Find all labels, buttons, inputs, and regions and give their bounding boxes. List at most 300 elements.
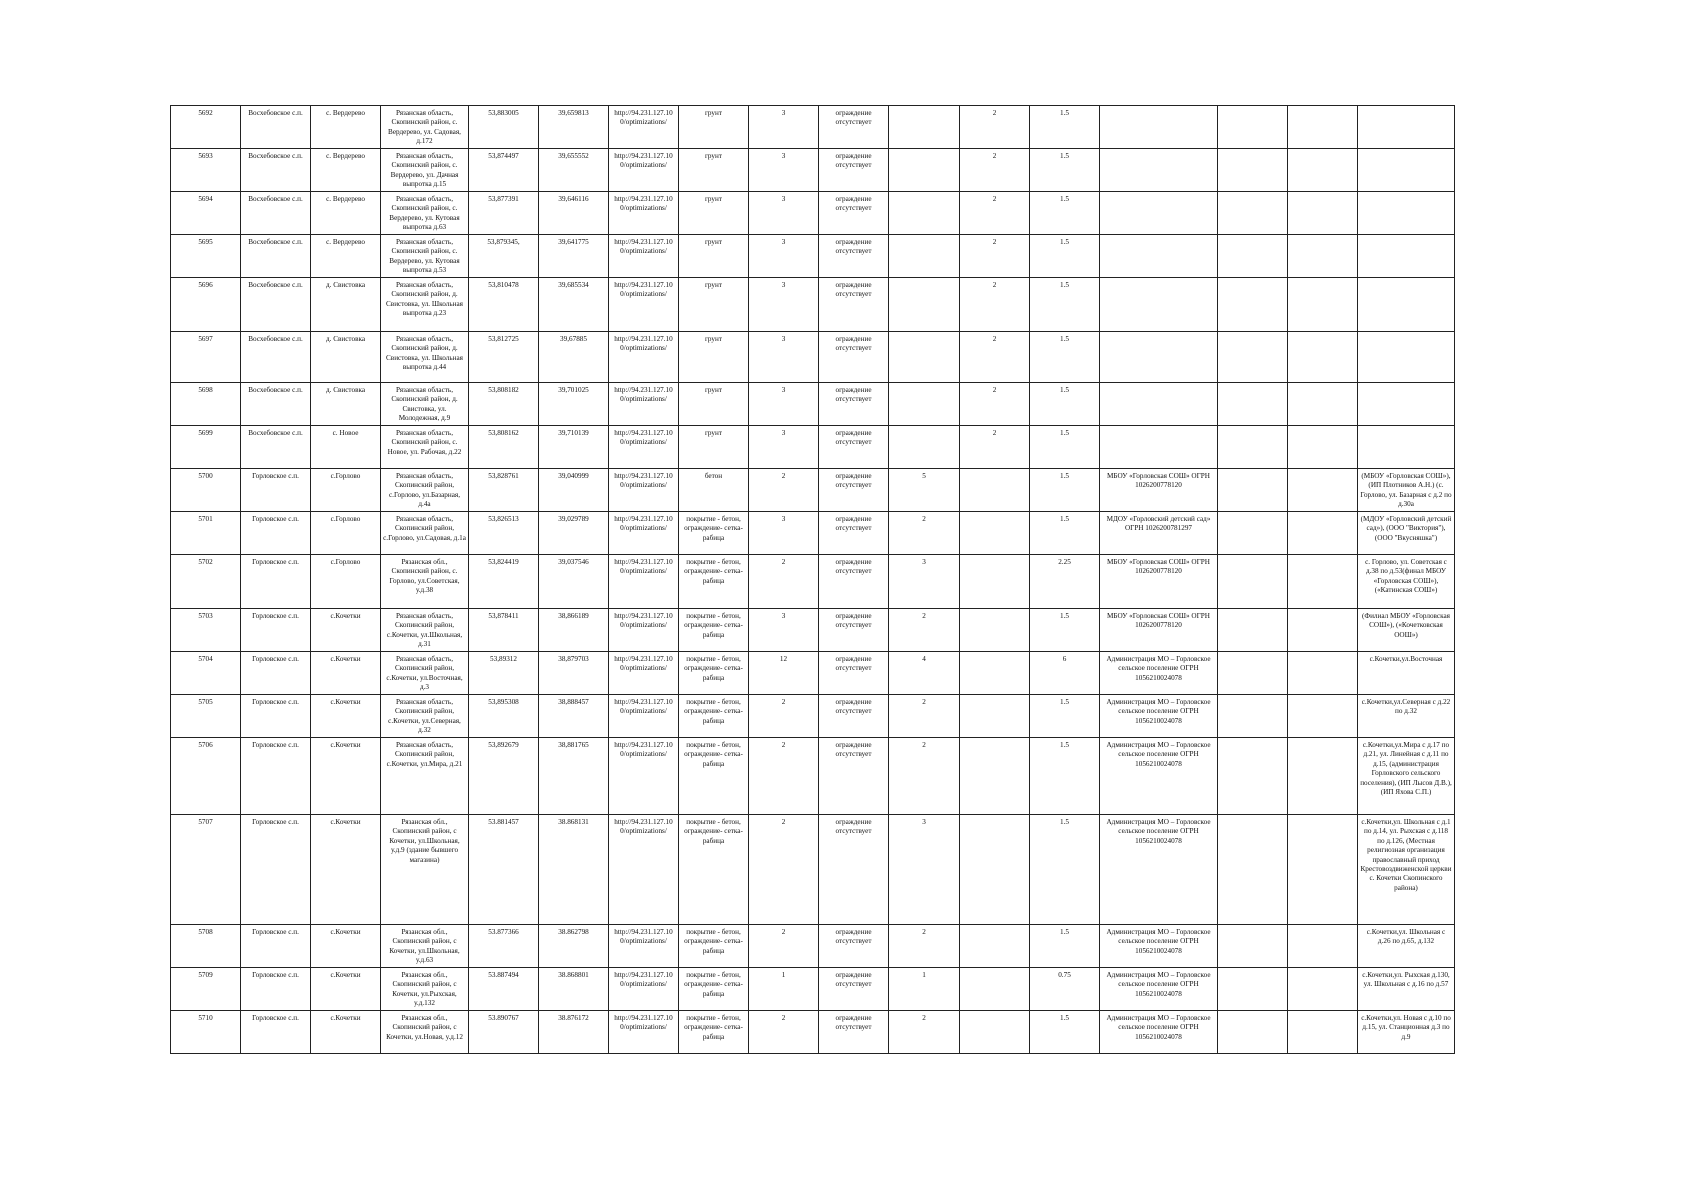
cell-latitude: 53,810478 — [469, 278, 539, 332]
cell-area: 1.5 — [1030, 426, 1100, 469]
cell-surface: грунт — [679, 149, 749, 192]
cell-latitude: 53.887494 — [469, 968, 539, 1011]
cell-settlement: Восхебовское с.п. — [241, 192, 311, 235]
cell-address: Рязанская область, Скопинский район, с.Горлово, ул.Садовая, д.1а — [381, 512, 469, 555]
table-row — [171, 106, 1455, 149]
cell-surface: покрытие - бетон, ограждение- сетка-рабица — [679, 968, 749, 1011]
cell-id: 5706 — [171, 738, 241, 815]
cell-settlement: Восхебовское с.п. — [241, 332, 311, 383]
cell-settlement: Восхебовское с.п. — [241, 426, 311, 469]
cell-longitude: 39,040999 — [539, 469, 609, 512]
cell-empty — [1288, 695, 1358, 738]
cell-area: 1.5 — [1030, 815, 1100, 925]
cell-longitude: 38,881765 — [539, 738, 609, 815]
table-row — [171, 278, 1455, 332]
cell-area: 1.5 — [1030, 192, 1100, 235]
cell-empty — [1218, 426, 1288, 469]
cell-latitude: 53,874497 — [469, 149, 539, 192]
cell-longitude: 39,67885 — [539, 332, 609, 383]
cell-address: Рязанская обл., Скопинский район, с Кочетки, ул.Рыхская, у.д.132 — [381, 968, 469, 1011]
cell-container-count: 3 — [749, 609, 819, 652]
cell-area: 1.5 — [1030, 512, 1100, 555]
cell-planned-count — [889, 192, 960, 235]
cell-owner: Администрация МО – Горловское сельское поселение ОГРН 1056210024078 — [1100, 695, 1218, 738]
table-row — [171, 815, 1455, 925]
cell-locality: с.Кочетки — [311, 652, 381, 695]
cell-longitude: 39,646116 — [539, 192, 609, 235]
cell-settlement: Восхебовское с.п. — [241, 149, 311, 192]
cell-area: 1.5 — [1030, 609, 1100, 652]
cell-volume — [960, 738, 1030, 815]
cell-site-link[interactable]: http://94.231.127.10 0/optimizations/ — [609, 235, 679, 278]
cell-volume: 2 — [960, 106, 1030, 149]
cell-settlement: Восхебовское с.п. — [241, 278, 311, 332]
cell-surface: покрытие - бетон, ограждение- сетка-рабица — [679, 738, 749, 815]
cell-site-link[interactable]: http://94.231.127.10 0/optimizations/ — [609, 652, 679, 695]
cell-empty — [1288, 738, 1358, 815]
cell-fence: ограждение отсутствует — [819, 555, 889, 609]
cell-locality: д. Свистовка — [311, 278, 381, 332]
cell-fence: ограждение отсутствует — [819, 469, 889, 512]
table-row — [171, 383, 1455, 426]
cell-address: Рязанская область, Скопинский район, д. Свистовка, ул. Школьная выпротка д.23 — [381, 278, 469, 332]
cell-container-count: 3 — [749, 426, 819, 469]
cell-site-link[interactable]: http://94.231.127.10 0/optimizations/ — [609, 469, 679, 512]
cell-planned-count — [889, 332, 960, 383]
cell-locality: с.Кочетки — [311, 925, 381, 968]
cell-fence: ограждение отсутствует — [819, 383, 889, 426]
cell-fence: ограждение отсутствует — [819, 192, 889, 235]
cell-latitude: 53,808162 — [469, 426, 539, 469]
cell-empty — [1288, 235, 1358, 278]
cell-empty — [1288, 426, 1358, 469]
cell-address: Рязанская область, Скопинский район, с. Вердерево, ул. Кутовая выпротка д.53 — [381, 235, 469, 278]
cell-fence: ограждение отсутствует — [819, 512, 889, 555]
cell-area: 2.25 — [1030, 555, 1100, 609]
cell-sources — [1358, 383, 1455, 426]
cell-empty — [1218, 738, 1288, 815]
cell-latitude: 53,892679 — [469, 738, 539, 815]
cell-site-link[interactable]: http://94.231.127.10 0/optimizations/ — [609, 383, 679, 426]
cell-planned-count — [889, 426, 960, 469]
cell-site-link[interactable]: http://94.231.127.10 0/optimizations/ — [609, 149, 679, 192]
cell-sources: с. Горлово, ул. Советская с д.38 по д.53(финал МБОУ «Горловская СОШ»), («Катинская СОШ») — [1358, 555, 1455, 609]
cell-area: 1.5 — [1030, 695, 1100, 738]
cell-empty — [1288, 512, 1358, 555]
cell-id: 5695 — [171, 235, 241, 278]
cell-sources: (МДОУ «Горловский детский сад»), (ООО "Виктория"), (ООО "Вкусняшка") — [1358, 512, 1455, 555]
cell-owner: МДОУ «Горловский детский сад» ОГРН 1026200781297 — [1100, 512, 1218, 555]
cell-site-link[interactable]: http://94.231.127.10 0/optimizations/ — [609, 925, 679, 968]
cell-site-link[interactable]: http://94.231.127.10 0/optimizations/ — [609, 815, 679, 925]
cell-container-count: 3 — [749, 149, 819, 192]
cell-owner: МБОУ «Горловская СОШ» ОГРН 1026200778120 — [1100, 555, 1218, 609]
cell-volume — [960, 695, 1030, 738]
cell-empty — [1288, 1011, 1358, 1054]
cell-settlement: Горловское с.п. — [241, 815, 311, 925]
cell-fence: ограждение отсутствует — [819, 332, 889, 383]
cell-surface: покрытие - бетон, ограждение- сетка-рабица — [679, 815, 749, 925]
cell-latitude: 53.890767 — [469, 1011, 539, 1054]
cell-area: 1.5 — [1030, 106, 1100, 149]
cell-empty — [1288, 149, 1358, 192]
cell-owner: Администрация МО – Горловское сельское поселение ОГРН 1056210024078 — [1100, 925, 1218, 968]
cell-fence: ограждение отсутствует — [819, 968, 889, 1011]
cell-settlement: Восхебовское с.п. — [241, 383, 311, 426]
cell-owner: Администрация МО – Горловское сельское поселение ОГРН 1056210024078 — [1100, 652, 1218, 695]
cell-empty — [1288, 609, 1358, 652]
cell-longitude: 39,701025 — [539, 383, 609, 426]
cell-planned-count: 2 — [889, 695, 960, 738]
cell-longitude: 39,659813 — [539, 106, 609, 149]
cell-locality: с. Вердерево — [311, 149, 381, 192]
cell-id: 5697 — [171, 332, 241, 383]
table-row — [171, 332, 1455, 383]
cell-area: 6 — [1030, 652, 1100, 695]
cell-site-link[interactable]: http://94.231.127.10 0/optimizations/ — [609, 426, 679, 469]
cell-sources: (Филиал МБОУ «Горловская СОШ»), («Кочетковская ООШ») — [1358, 609, 1455, 652]
cell-empty — [1218, 695, 1288, 738]
cell-fence: ограждение отсутствует — [819, 925, 889, 968]
cell-address: Рязанская область, Скопинский район, с.Кочетки, ул.Восточная, д.3 — [381, 652, 469, 695]
cell-latitude: 53,812725 — [469, 332, 539, 383]
cell-owner: Администрация МО – Горловское сельское поселение ОГРН 1056210024078 — [1100, 1011, 1218, 1054]
cell-container-count: 2 — [749, 738, 819, 815]
cell-latitude: 53,879345, — [469, 235, 539, 278]
table-row — [171, 609, 1455, 652]
cell-surface: грунт — [679, 426, 749, 469]
cell-area: 1.5 — [1030, 738, 1100, 815]
cell-surface: грунт — [679, 235, 749, 278]
cell-settlement: Горловское с.п. — [241, 555, 311, 609]
cell-empty — [1288, 106, 1358, 149]
cell-latitude: 53,808182 — [469, 383, 539, 426]
cell-id: 5702 — [171, 555, 241, 609]
cell-volume — [960, 815, 1030, 925]
cell-address: Рязанская обл., Скопинский район, с. Горлово, ул.Советская, у.д.38 — [381, 555, 469, 609]
cell-container-count: 2 — [749, 695, 819, 738]
cell-site-link[interactable]: http://94.231.127.10 0/optimizations/ — [609, 738, 679, 815]
cell-empty — [1288, 383, 1358, 426]
cell-planned-count: 1 — [889, 968, 960, 1011]
table-row — [171, 695, 1455, 738]
cell-owner — [1100, 192, 1218, 235]
cell-sources: с.Кочетки,ул.Восточная — [1358, 652, 1455, 695]
cell-address: Рязанская область, Скопинский район, д. Свистовка, ул. Школьная выпротка д.44 — [381, 332, 469, 383]
cell-volume: 2 — [960, 332, 1030, 383]
cell-id: 5708 — [171, 925, 241, 968]
cell-volume — [960, 512, 1030, 555]
cell-site-link[interactable]: http://94.231.127.10 0/optimizations/ — [609, 192, 679, 235]
cell-owner: МБОУ «Горловская СОШ» ОГРН 1026200778120 — [1100, 469, 1218, 512]
cell-longitude: 39,685534 — [539, 278, 609, 332]
cell-owner — [1100, 149, 1218, 192]
cell-settlement: Восхебовское с.п. — [241, 106, 311, 149]
cell-address: Рязанская область, Скопинский район, с.Кочетки, ул.Северная, д.32 — [381, 695, 469, 738]
cell-empty — [1218, 235, 1288, 278]
table-row — [171, 469, 1455, 512]
cell-area: 1.5 — [1030, 149, 1100, 192]
cell-address: Рязанская область, Скопинский район, с. Вердерево, ул. Дачная выпротка д.15 — [381, 149, 469, 192]
cell-locality: д. Свистовка — [311, 383, 381, 426]
cell-empty — [1288, 192, 1358, 235]
table-row — [171, 149, 1455, 192]
cell-empty — [1288, 332, 1358, 383]
cell-address: Рязанская область, Скопинский район, с.Кочетки, ул.Школьная, д.31 — [381, 609, 469, 652]
cell-locality: д. Свистовка — [311, 332, 381, 383]
table-row — [171, 738, 1455, 815]
cell-latitude: 53,883005 — [469, 106, 539, 149]
cell-latitude: 53,89312 — [469, 652, 539, 695]
cell-site-link[interactable]: http://94.231.127.10 0/optimizations/ — [609, 1011, 679, 1054]
cell-latitude: 53,895308 — [469, 695, 539, 738]
cell-site-link[interactable]: http://94.231.127.10 0/optimizations/ — [609, 609, 679, 652]
cell-locality: с. Вердерево — [311, 106, 381, 149]
table-row — [171, 426, 1455, 469]
cell-sources — [1358, 149, 1455, 192]
cell-id: 5709 — [171, 968, 241, 1011]
cell-site-link[interactable]: http://94.231.127.10 0/optimizations/ — [609, 278, 679, 332]
cell-address: Рязанская область, Скопинский район, с. Вердерево, ул. Кутовая выпротка д.63 — [381, 192, 469, 235]
cell-planned-count: 4 — [889, 652, 960, 695]
cell-surface: покрытие - бетон, ограждение- сетка-рабица — [679, 555, 749, 609]
cell-container-count: 3 — [749, 192, 819, 235]
cell-locality: с.Кочетки — [311, 1011, 381, 1054]
cell-owner — [1100, 278, 1218, 332]
cell-empty — [1218, 332, 1288, 383]
cell-id: 5692 — [171, 106, 241, 149]
cell-volume: 2 — [960, 278, 1030, 332]
cell-sources: с.Кочетки,ул. Школьная с д.26 по д.65, д.132 — [1358, 925, 1455, 968]
cell-planned-count — [889, 106, 960, 149]
cell-volume: 2 — [960, 383, 1030, 426]
cell-settlement: Восхебовское с.п. — [241, 235, 311, 278]
cell-address: Рязанская область, Скопинский район, с. Новое, ул. Рабочая, д.22 — [381, 426, 469, 469]
cell-owner: Администрация МО – Горловское сельское поселение ОГРН 1056210024078 — [1100, 815, 1218, 925]
cell-id: 5698 — [171, 383, 241, 426]
cell-empty — [1288, 469, 1358, 512]
table-body — [171, 106, 1455, 1054]
cell-container-count: 3 — [749, 235, 819, 278]
cell-container-count: 3 — [749, 383, 819, 426]
cell-volume — [960, 469, 1030, 512]
cell-container-count: 2 — [749, 925, 819, 968]
cell-empty — [1288, 815, 1358, 925]
cell-longitude: 38.876172 — [539, 1011, 609, 1054]
cell-longitude: 38.868801 — [539, 968, 609, 1011]
cell-sources: с.Кочетки,ул. Новая с д.10 по д.15, ул. Станционная д.3 по д.9 — [1358, 1011, 1455, 1054]
cell-planned-count: 2 — [889, 512, 960, 555]
cell-area: 1.5 — [1030, 469, 1100, 512]
cell-container-count: 3 — [749, 106, 819, 149]
cell-sources — [1358, 235, 1455, 278]
cell-area: 1.5 — [1030, 332, 1100, 383]
cell-fence: ограждение отсутствует — [819, 1011, 889, 1054]
cell-fence: ограждение отсутствует — [819, 149, 889, 192]
cell-container-count: 3 — [749, 512, 819, 555]
cell-id: 5694 — [171, 192, 241, 235]
cell-surface: грунт — [679, 106, 749, 149]
table-row — [171, 925, 1455, 968]
cell-latitude: 53,877391 — [469, 192, 539, 235]
cell-fence: ограждение отсутствует — [819, 695, 889, 738]
cell-empty — [1288, 652, 1358, 695]
cell-address: Рязанская область, Скопинский район, с.Горлово, ул.Базарная, д.4а — [381, 469, 469, 512]
table-row — [171, 555, 1455, 609]
cell-latitude: 53,824419 — [469, 555, 539, 609]
cell-longitude: 38.862798 — [539, 925, 609, 968]
table-row — [171, 512, 1455, 555]
cell-volume — [960, 652, 1030, 695]
cell-sources — [1358, 426, 1455, 469]
cell-latitude: 53.881457 — [469, 815, 539, 925]
cell-address: Рязанская обл., Скопинский район, с Кочетки, ул.Школьная, у.д.63 — [381, 925, 469, 968]
cell-owner — [1100, 426, 1218, 469]
cell-surface: покрытие - бетон, ограждение- сетка-рабица — [679, 695, 749, 738]
cell-container-count: 1 — [749, 968, 819, 1011]
cell-sources: (МБОУ «Горловская СОШ»), (ИП Плотников А.Н.) (с. Горлово, ул. Базарная с д.2 по д.30а — [1358, 469, 1455, 512]
cell-empty — [1218, 925, 1288, 968]
cell-locality: с.Кочетки — [311, 695, 381, 738]
cell-planned-count: 2 — [889, 925, 960, 968]
cell-empty — [1218, 652, 1288, 695]
cell-owner — [1100, 332, 1218, 383]
cell-id: 5705 — [171, 695, 241, 738]
cell-empty — [1288, 278, 1358, 332]
cell-site-link[interactable]: http://94.231.127.10 0/optimizations/ — [609, 512, 679, 555]
cell-empty — [1218, 149, 1288, 192]
cell-latitude: 53,826513 — [469, 512, 539, 555]
cell-sources: с.Кочетки,ул. Рыхская д.130, ул. Школьная с д.16 по д.57 — [1358, 968, 1455, 1011]
cell-empty — [1218, 278, 1288, 332]
cell-empty — [1288, 925, 1358, 968]
cell-id: 5704 — [171, 652, 241, 695]
cell-id: 5707 — [171, 815, 241, 925]
cell-longitude: 38,888457 — [539, 695, 609, 738]
cell-empty — [1218, 555, 1288, 609]
table-row — [171, 1011, 1455, 1054]
cell-planned-count — [889, 278, 960, 332]
cell-locality: с.Горлово — [311, 555, 381, 609]
cell-volume: 2 — [960, 149, 1030, 192]
cell-locality: с.Горлово — [311, 469, 381, 512]
cell-address: Рязанская обл., Скопинский район, с Кочетки, ул.Новая, у.д.12 — [381, 1011, 469, 1054]
cell-site-link[interactable]: http://94.231.127.10 0/optimizations/ — [609, 968, 679, 1011]
cell-area: 1.5 — [1030, 278, 1100, 332]
cell-settlement: Горловское с.п. — [241, 1011, 311, 1054]
cell-area: 0.75 — [1030, 968, 1100, 1011]
cell-surface: бетон — [679, 469, 749, 512]
cell-latitude: 53,878411 — [469, 609, 539, 652]
cell-sources: с.Кочетки,ул.Северная с д.22 по д.32 — [1358, 695, 1455, 738]
cell-address: Рязанская область, Скопинский район, с.Кочетки, ул.Мира, д.21 — [381, 738, 469, 815]
registry-table — [170, 105, 1455, 1054]
cell-id: 5701 — [171, 512, 241, 555]
cell-volume: 2 — [960, 235, 1030, 278]
cell-sources — [1358, 192, 1455, 235]
cell-sources: с.Кочетки,ул.Мира с д.17 по д.21, ул. Линейная с д.11 по д.15, (администрация Горловского сельского поселения), (ИП Лысов Д.В.), (ИП Яхова С.П.) — [1358, 738, 1455, 815]
cell-longitude: 39,641775 — [539, 235, 609, 278]
cell-container-count: 3 — [749, 332, 819, 383]
cell-surface: грунт — [679, 192, 749, 235]
cell-locality: с. Новое — [311, 426, 381, 469]
cell-sources: с.Кочетки,ул. Школьная с д.1 по д.14, ул. Рыхская с д.118 по д.126, (Местная религиозная организация православный приход Крестовоздвиженской церкви с. Кочетки Скопинского района) — [1358, 815, 1455, 925]
cell-locality: с.Кочетки — [311, 738, 381, 815]
cell-planned-count: 2 — [889, 738, 960, 815]
cell-surface: покрытие - бетон, ограждение- сетка-рабица — [679, 925, 749, 968]
cell-site-link[interactable]: http://94.231.127.10 0/optimizations/ — [609, 555, 679, 609]
cell-longitude: 38,866189 — [539, 609, 609, 652]
cell-empty — [1218, 192, 1288, 235]
cell-settlement: Горловское с.п. — [241, 738, 311, 815]
cell-surface: грунт — [679, 278, 749, 332]
cell-area: 1.5 — [1030, 235, 1100, 278]
cell-empty — [1218, 1011, 1288, 1054]
cell-settlement: Горловское с.п. — [241, 469, 311, 512]
cell-volume — [960, 555, 1030, 609]
cell-site-link[interactable]: http://94.231.127.10 0/optimizations/ — [609, 106, 679, 149]
cell-container-count: 2 — [749, 815, 819, 925]
cell-site-link[interactable]: http://94.231.127.10 0/optimizations/ — [609, 695, 679, 738]
cell-empty — [1218, 512, 1288, 555]
cell-surface: грунт — [679, 332, 749, 383]
cell-id: 5703 — [171, 609, 241, 652]
cell-address: Рязанская область, Скопинский район, с. Вердерево, ул. Садовая, д.172 — [381, 106, 469, 149]
cell-empty — [1218, 469, 1288, 512]
cell-container-count: 3 — [749, 278, 819, 332]
cell-id: 5699 — [171, 426, 241, 469]
cell-area: 1.5 — [1030, 925, 1100, 968]
table-row — [171, 235, 1455, 278]
cell-empty — [1218, 106, 1288, 149]
cell-id: 5696 — [171, 278, 241, 332]
cell-site-link[interactable]: http://94.231.127.10 0/optimizations/ — [609, 332, 679, 383]
cell-fence: ограждение отсутствует — [819, 426, 889, 469]
cell-latitude: 53.877366 — [469, 925, 539, 968]
cell-planned-count — [889, 149, 960, 192]
cell-id: 5700 — [171, 469, 241, 512]
cell-longitude: 38.868131 — [539, 815, 609, 925]
cell-id: 5710 — [171, 1011, 241, 1054]
cell-settlement: Горловское с.п. — [241, 968, 311, 1011]
cell-volume — [960, 1011, 1030, 1054]
cell-volume: 2 — [960, 426, 1030, 469]
cell-area: 1.5 — [1030, 1011, 1100, 1054]
cell-longitude: 39,029789 — [539, 512, 609, 555]
cell-locality: с. Вердерево — [311, 192, 381, 235]
cell-empty — [1288, 555, 1358, 609]
cell-address: Рязанская обл., Скопинский район, с Кочетки, ул.Школьная, у.д.9 (здание бывшего магазина) — [381, 815, 469, 925]
cell-fence: ограждение отсутствует — [819, 815, 889, 925]
cell-fence: ограждение отсутствует — [819, 652, 889, 695]
cell-sources — [1358, 106, 1455, 149]
cell-sources — [1358, 332, 1455, 383]
cell-locality: с.Горлово — [311, 512, 381, 555]
cell-longitude: 39,037546 — [539, 555, 609, 609]
cell-container-count: 2 — [749, 1011, 819, 1054]
cell-owner: МБОУ «Горловская СОШ» ОГРН 1026200778120 — [1100, 609, 1218, 652]
cell-planned-count: 3 — [889, 815, 960, 925]
cell-empty — [1218, 815, 1288, 925]
cell-container-count: 2 — [749, 555, 819, 609]
cell-planned-count: 5 — [889, 469, 960, 512]
cell-empty — [1218, 968, 1288, 1011]
cell-locality: с.Кочетки — [311, 609, 381, 652]
cell-surface: грунт — [679, 383, 749, 426]
cell-surface: покрытие - бетон, ограждение- сетка-рабица — [679, 609, 749, 652]
cell-empty — [1288, 968, 1358, 1011]
cell-fence: ограждение отсутствует — [819, 106, 889, 149]
